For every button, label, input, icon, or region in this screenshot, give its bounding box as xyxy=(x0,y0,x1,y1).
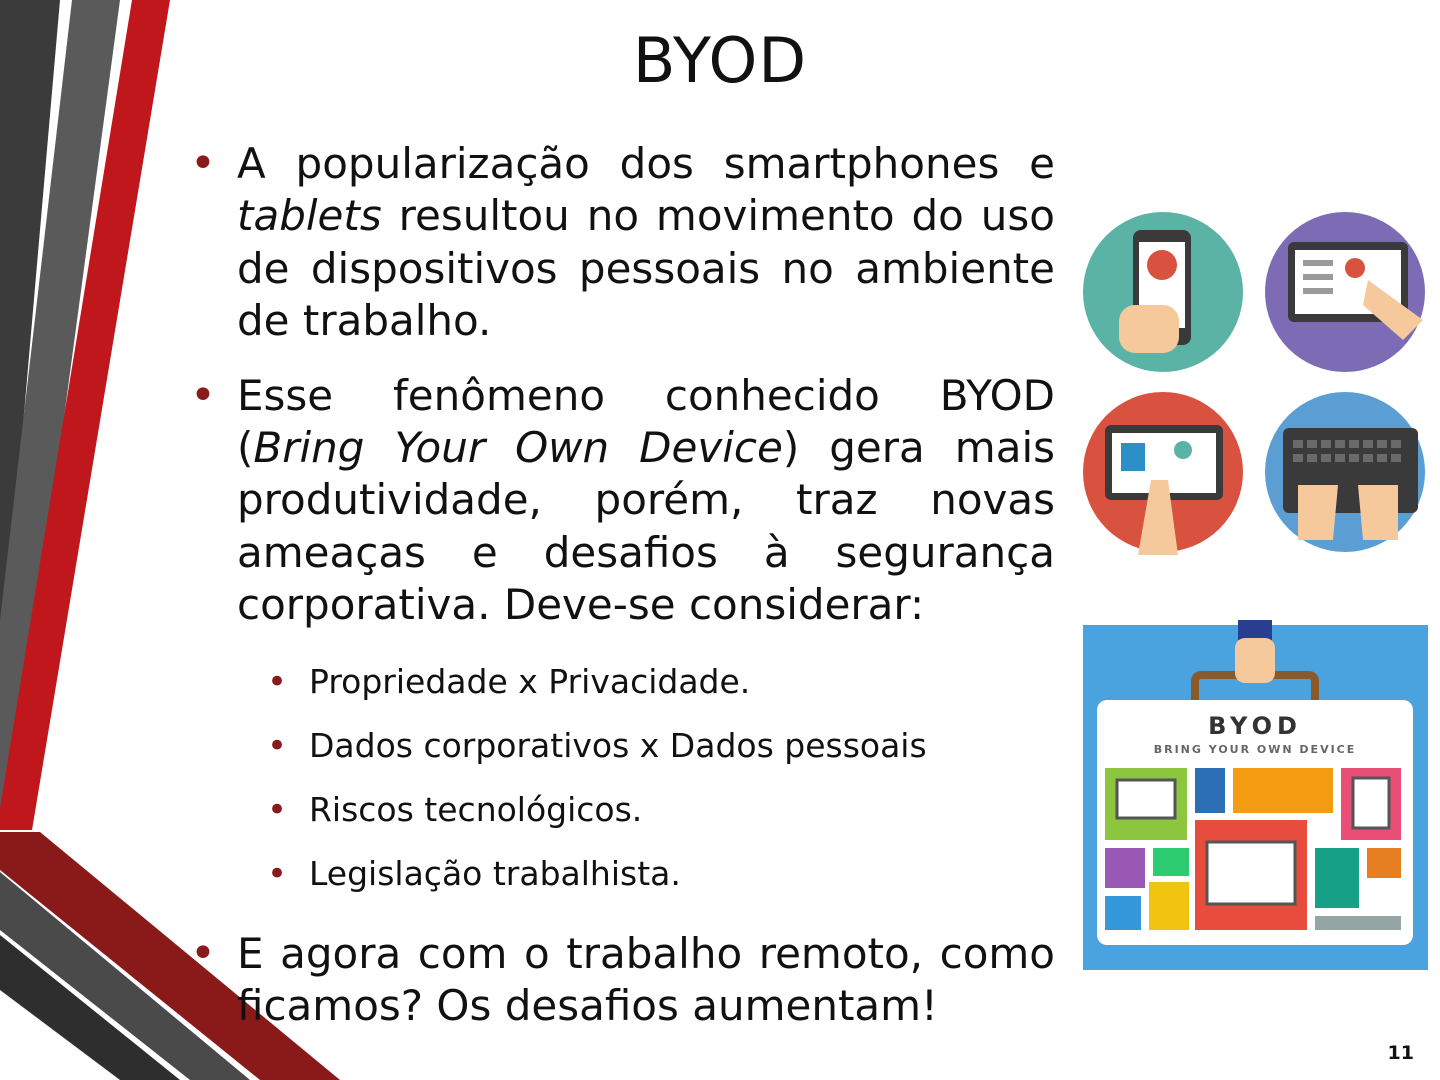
bullet-2: • Esse fenômeno conhecido BYOD (Bring Your Own Device) gera mais produtividade, porém, traz novas ameaças e desafios à segurança corporativa. Deve-se considerar: • Propriedade x Privacidade. • Dados corporativos x Dados pessoais • Riscos tecnológicos. • Legislação trabalhista. xyxy=(190,370,1055,906)
slide-title: BYOD xyxy=(632,24,808,97)
bullet-1: • A popularização dos smartphones e tablets resultou no movimento do uso de dispositivos pessoais no ambiente de trabalho. xyxy=(190,138,1055,348)
bullet-list xyxy=(190,138,1055,1054)
illustration-heading: BYOD xyxy=(1208,712,1302,740)
devices-circles-illustration xyxy=(1083,210,1428,555)
sub-bullet-list xyxy=(237,650,1055,906)
page-number: 11 xyxy=(1387,1042,1414,1064)
byod-illustration xyxy=(1083,620,1428,970)
sub-bullet: • Dados corporativos x Dados pessoais xyxy=(237,714,1055,778)
illustration-subheading: BRING YOUR OWN DEVICE xyxy=(1153,743,1357,756)
bullet-3: • E agora com o trabalho remoto, como ficamos? Os desafios aumentam! xyxy=(190,928,1055,1033)
sub-bullet: • Propriedade x Privacidade. xyxy=(237,650,1055,714)
sub-bullet: • Riscos tecnológicos. xyxy=(237,778,1055,842)
sub-bullet: • Legislação trabalhista. xyxy=(237,842,1055,906)
